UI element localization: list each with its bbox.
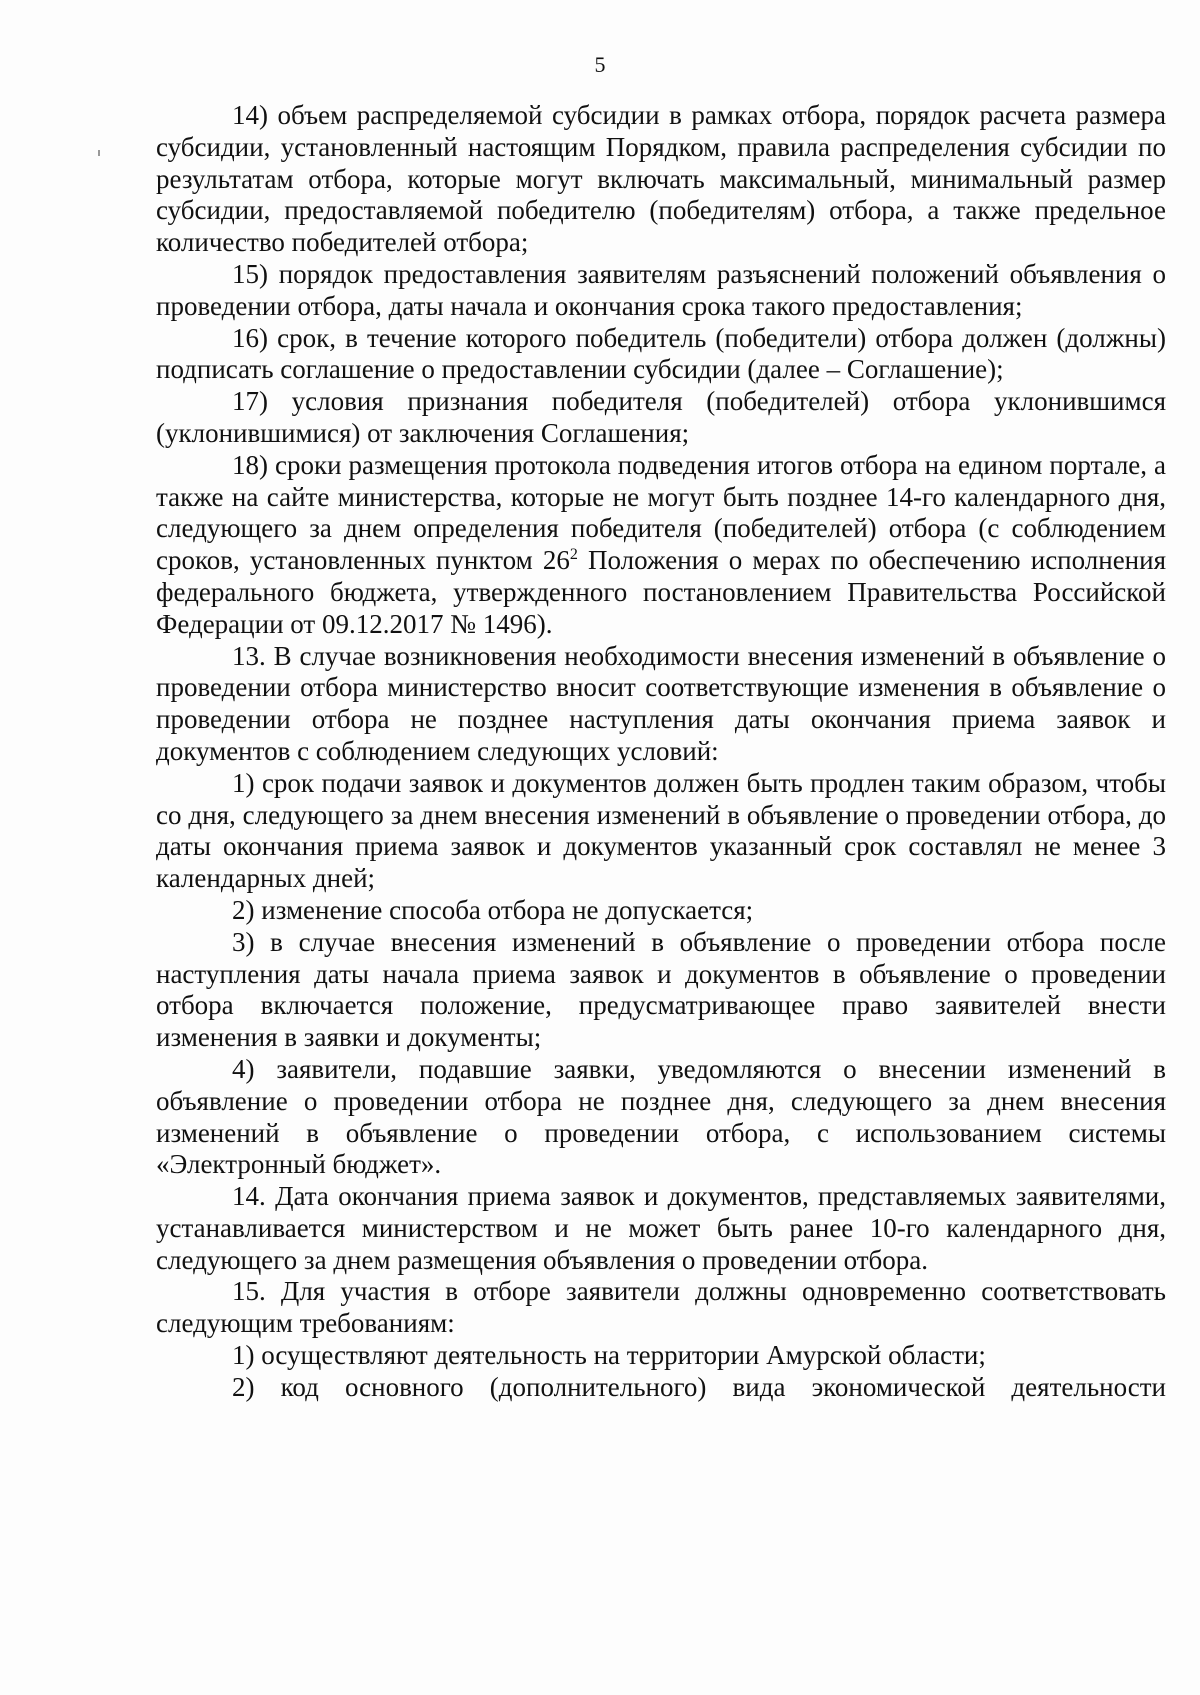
- paragraph-13-item-4: 4) заявители, подавшие заявки, уведомляются о внесении изменений в объявление о проведении отбора не позднее дня, следующего за днем внесения изменений в объявление о проведении отбора, с использованием системы «Электронный бюджет».: [156, 1053, 1166, 1180]
- paragraph-13-item-3: 3) в случае внесения изменений в объявление о проведении отбора после наступления даты начала приема заявок и документов в объявление о проведении отбора включается положение, предусматривающее право заявителей внести изменения в заявки и документы;: [156, 926, 1166, 1053]
- page-number: 5: [594, 52, 606, 77]
- paragraph-15-item-1: 1) осуществляют деятельность на территории Амурской области;: [232, 1340, 986, 1371]
- paragraph-13-item-1: 1) срок подачи заявок и документов должен быть продлен таким образом, чтобы со дня, следующего за днем внесения изменений в объявление о проведении отбора, до даты окончания приема заявок и документов указанный срок составлял не менее 3 календарных дней;: [156, 767, 1166, 894]
- document-body: [156, 100, 1166, 1404]
- paragraph-item-15: 15) порядок предоставления заявителям разъяснений положений объявления о проведении отбора, даты начала и окончания срока такого предоставления;: [156, 258, 1166, 321]
- paragraph-item-17: 17) условия признания победителя (победителей) отбора уклонившимся (уклонившимися) от заключения Соглашения;: [156, 386, 1166, 448]
- scan-artifact-mark: [98, 150, 100, 156]
- paragraph-14: 14. Дата окончания приема заявок и документов, представляемых заявителями, устанавливается министерством и не может быть ранее 10-го календарного дня, следующего за днем размещения объявления о проведении отбора.: [156, 1181, 1166, 1275]
- paragraph-item-18-text-b: Положения о мерах по обеспечению исполнения федерального бюджета, утвержденного постановлением Правительства Российской Федерации от 09.12.2017 № 1496).: [156, 545, 1166, 639]
- paragraph-15: 15. Для участия в отборе заявители должны одновременно соответствовать следующим требованиям:: [156, 1276, 1166, 1339]
- paragraph-item-18: [156, 450, 1166, 641]
- paragraph-13: 13. В случае возникновения необходимости внесения изменений в объявление о проведении отбора министерство вносит соответствующие изменения в объявление о проведении отбора не позднее наступления даты окончания приема заявок и документов с соблюдением следующих условий:: [156, 640, 1166, 766]
- paragraph-item-14: 14) объем распределяемой субсидии в рамках отбора, порядок расчета размера субсидии, установленный настоящим Порядком, правила распределения субсидии по результатам отбора, которые могут включать максимальный, минимальный размер субсидии, предоставляемой победителю (победителям) отбора, а также предельное количество победителей отбора;: [156, 100, 1166, 258]
- paragraph-item-16: 16) срок, в течение которого победитель (победители) отбора должен (должны) подписать соглашение о предоставлении субсидии (далее – Соглашение);: [156, 322, 1166, 385]
- superscript-2: 2: [569, 546, 578, 564]
- paragraph-15-item-2: 2) код основного (дополнительного) вида экономической деятельности: [232, 1371, 1166, 1402]
- paragraph-item-18-text-a: 18) сроки размещения протокола подведения итогов отбора на едином портале, а также на сайте министерства, которые не могут быть позднее 14-го календарного дня, следующего за днем определения победителя (победителей) отбора (с соблюдением сроков, установленных пунктом 26: [156, 449, 1166, 576]
- paragraph-13-item-2: 2) изменение способа отбора не допускается;: [232, 894, 754, 925]
